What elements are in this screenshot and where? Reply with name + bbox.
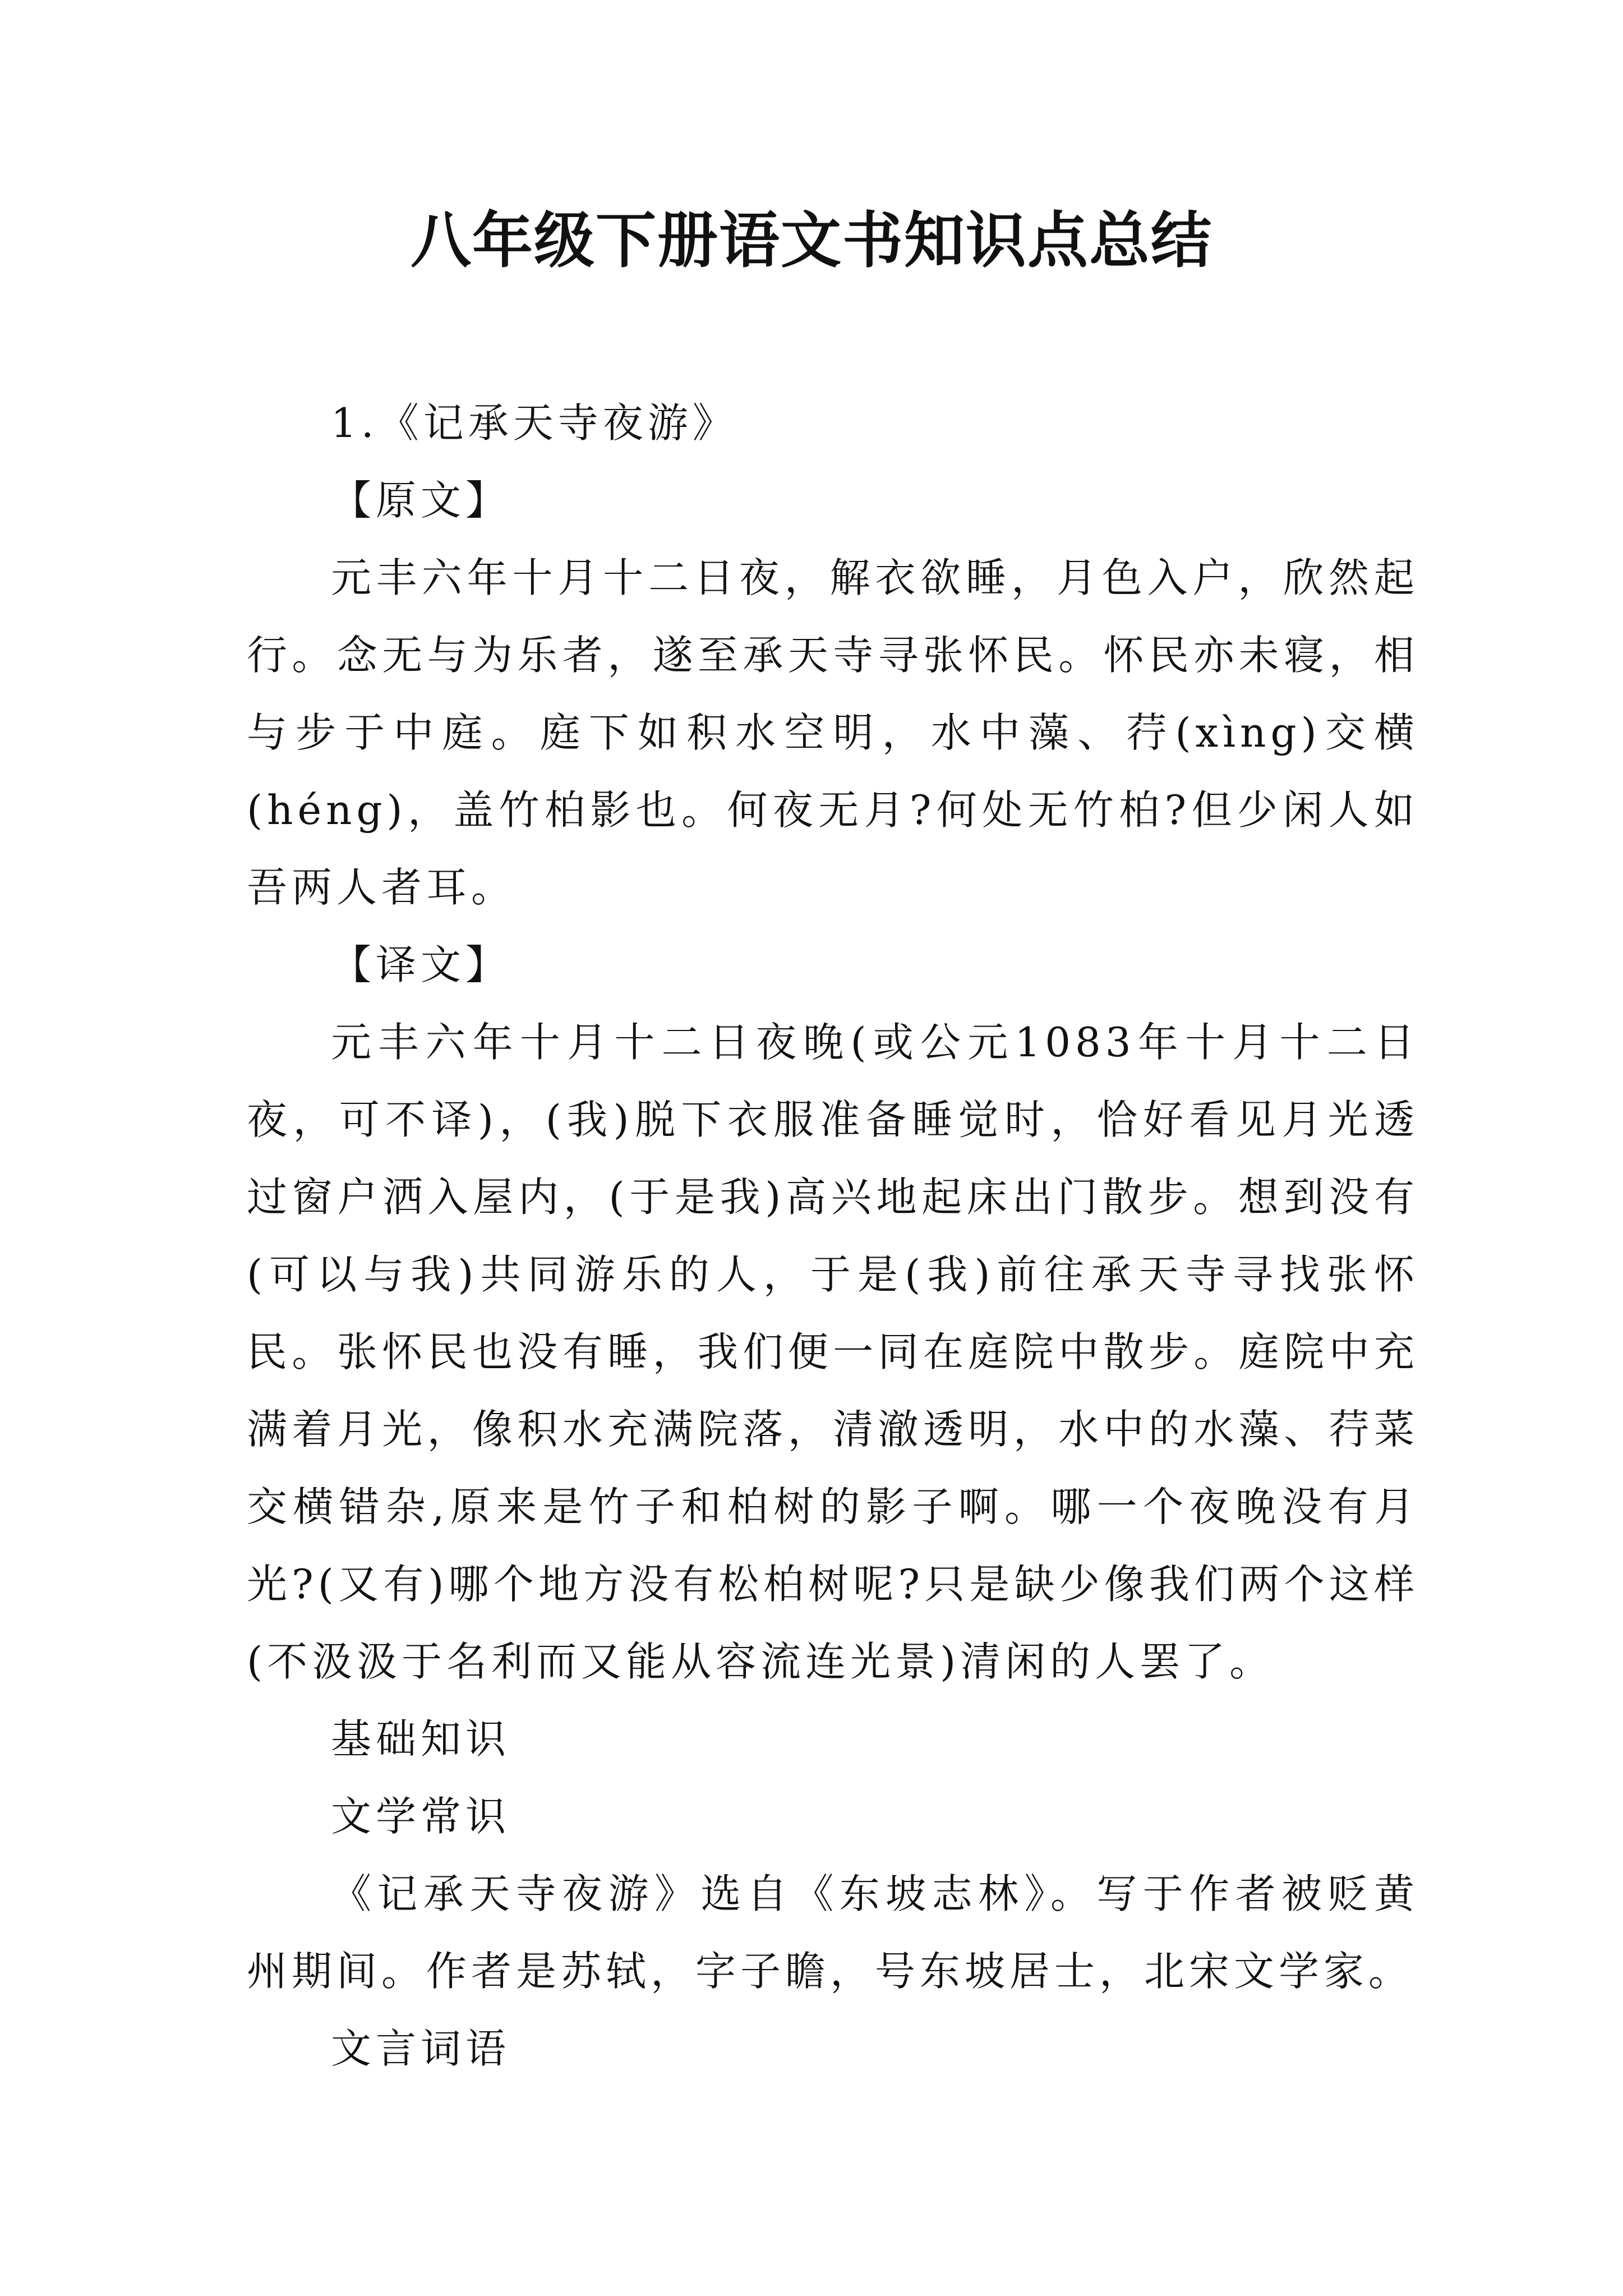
literary-knowledge-paragraph: 《记承天寺夜游》选自《东坡志林》。写于作者被贬黄州期间。作者是苏轼，字子瞻，号东坡居士，北宋文学家。 <box>247 1870 1419 1995</box>
classical-vocabulary-label: 文言词语 <box>331 2025 511 2072</box>
literary-knowledge-label: 文学常识 <box>331 1793 511 1840</box>
original-text-label: 【原文】 <box>331 477 511 524</box>
section-heading: 1.《记承天寺夜游》 <box>331 399 737 447</box>
translation-paragraph: 元丰六年十月十二日夜晚(或公元1083年十月十二日夜，可不译)，(我)脱下衣服准备睡觉时，恰好看见月光透过窗户洒入屋内，(于是我)高兴地起床出门散步。想到没有(可以与我)共同游乐的人，于是(我)前往承天寺寻找张怀民。张怀民也没有睡，我们便一同在庭院中散步。庭院中充满着月光，像积水充满院落，清澈透明，水中的水藻、荇菜交横错杂,原来是竹子和柏树的影子啊。哪一个夜晚没有月光?(又有)哪个地方没有松柏树呢?只是缺少像我们两个这样(不汲汲于名利而又能从容流连光景)清闲的人罢了。 <box>247 1019 1419 1685</box>
basic-knowledge-label: 基础知识 <box>331 1715 511 1763</box>
original-text-paragraph: 元丰六年十月十二日夜，解衣欲睡，月色入户，欣然起行。念无与为乐者，遂至承天寺寻张怀民。怀民亦未寝，相与步于中庭。庭下如积水空明，水中藻、荇(xìng)交横(héng)，盖竹柏影也。何夜无月?何处无竹柏?但少闲人如吾两人者耳。 <box>247 554 1419 911</box>
document-title: 八年级下册语文书知识点总结 <box>410 206 1212 276</box>
translation-label: 【译文】 <box>331 941 511 988</box>
document-body <box>247 384 1419 2087</box>
